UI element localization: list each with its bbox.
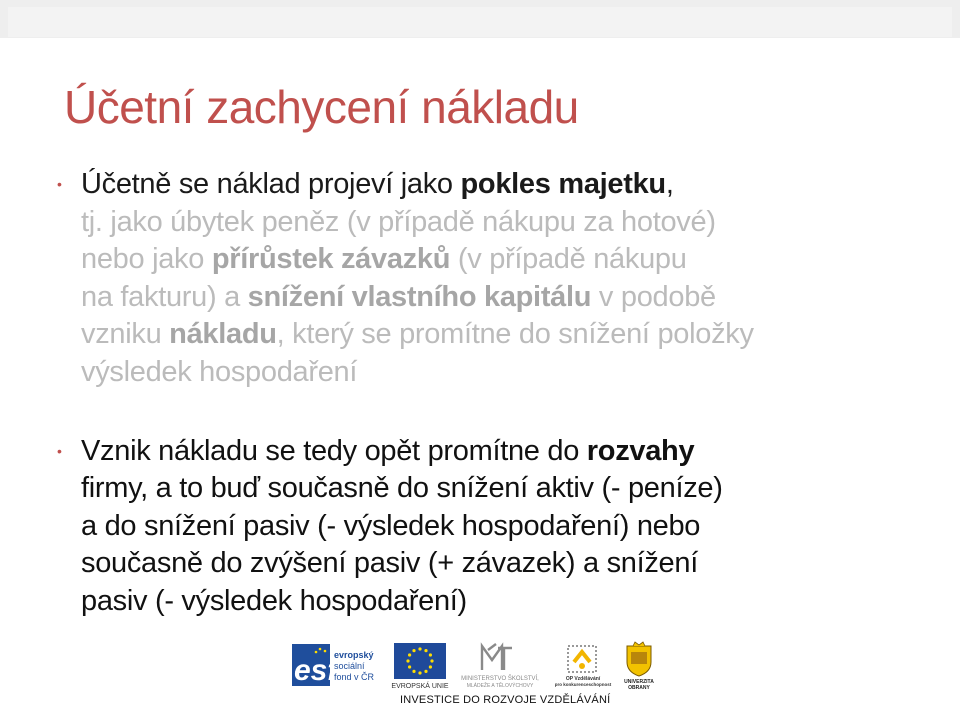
bullet1-line2: tj. jako úbytek peněz (v případě nákupu za hotové) xyxy=(81,205,716,238)
uni-line2: OBRANY xyxy=(628,685,650,690)
bullet-marker: • xyxy=(57,176,62,192)
esf-line3: fond v ČR xyxy=(334,672,375,682)
bullet-marker: • xyxy=(57,442,62,459)
msmt-line2: MLÁDEŽE A TĚLOVÝCHOVY xyxy=(466,683,534,689)
msmt-logo xyxy=(452,640,548,690)
bullet2-line3: a do snížení pasiv (- výsledek hospodaření) nebo xyxy=(81,509,701,542)
footer-tagline: INVESTICE DO ROZVOJE VZDĚLÁVÁNÍ xyxy=(400,694,611,706)
op-line1: OP Vzdělávání xyxy=(565,676,601,682)
bullet2-line2: firmy, a to buď současně do snížení aktiv (- peníze) xyxy=(81,472,723,505)
esf-logo xyxy=(290,640,386,690)
bullet-list xyxy=(57,166,881,621)
bullet-item-2 xyxy=(57,433,881,621)
bullet1-line3: nebo jako přírůstek závazků (v případě nákupu xyxy=(81,243,687,276)
op-line2: pro konkurenceschopnost xyxy=(554,682,612,687)
top-bar xyxy=(0,0,960,38)
op-logo xyxy=(550,640,616,690)
bullet-item-1 xyxy=(57,166,881,392)
esf-line1: evropský xyxy=(334,650,374,660)
bullet2-line1: Vznik nákladu se tedy opět promítne do rozvahy xyxy=(81,434,695,467)
svg-text:esf: esf xyxy=(294,654,338,687)
op-mark-icon xyxy=(568,646,596,672)
msmt-line1: MINISTERSTVO ŠKOLSTVÍ, xyxy=(461,676,539,682)
bullet2-line5: pasiv (- výsledek hospodaření) xyxy=(81,584,467,617)
bullet1-line1: Účetně se náklad projeví jako pokles majetku, xyxy=(81,168,674,200)
bullet1-line5: vzniku nákladu, který se promítne do snížení položky xyxy=(81,318,754,351)
slide-title: Účetní zachycení nákladu xyxy=(64,81,579,133)
bullet2-line4: současně do zvýšení pasiv (+ závazek) a snížení xyxy=(81,547,698,580)
eu-label: EVROPSKÁ UNIE xyxy=(391,683,449,690)
bullet1-line4: na fakturu) a snížení vlastního kapitálu v podobě xyxy=(81,280,716,313)
funding-logos xyxy=(290,640,660,694)
university-crest-icon xyxy=(627,642,651,676)
top-bar-inner xyxy=(8,7,952,37)
eu-logo xyxy=(388,640,452,690)
esf-line2: sociální xyxy=(334,661,365,671)
university-logo xyxy=(618,640,660,690)
bullet1-line6: výsledek hospodaření xyxy=(81,355,358,388)
msmt-mark-icon xyxy=(482,644,512,670)
uni-line1: UNIVERZITA xyxy=(624,679,654,685)
